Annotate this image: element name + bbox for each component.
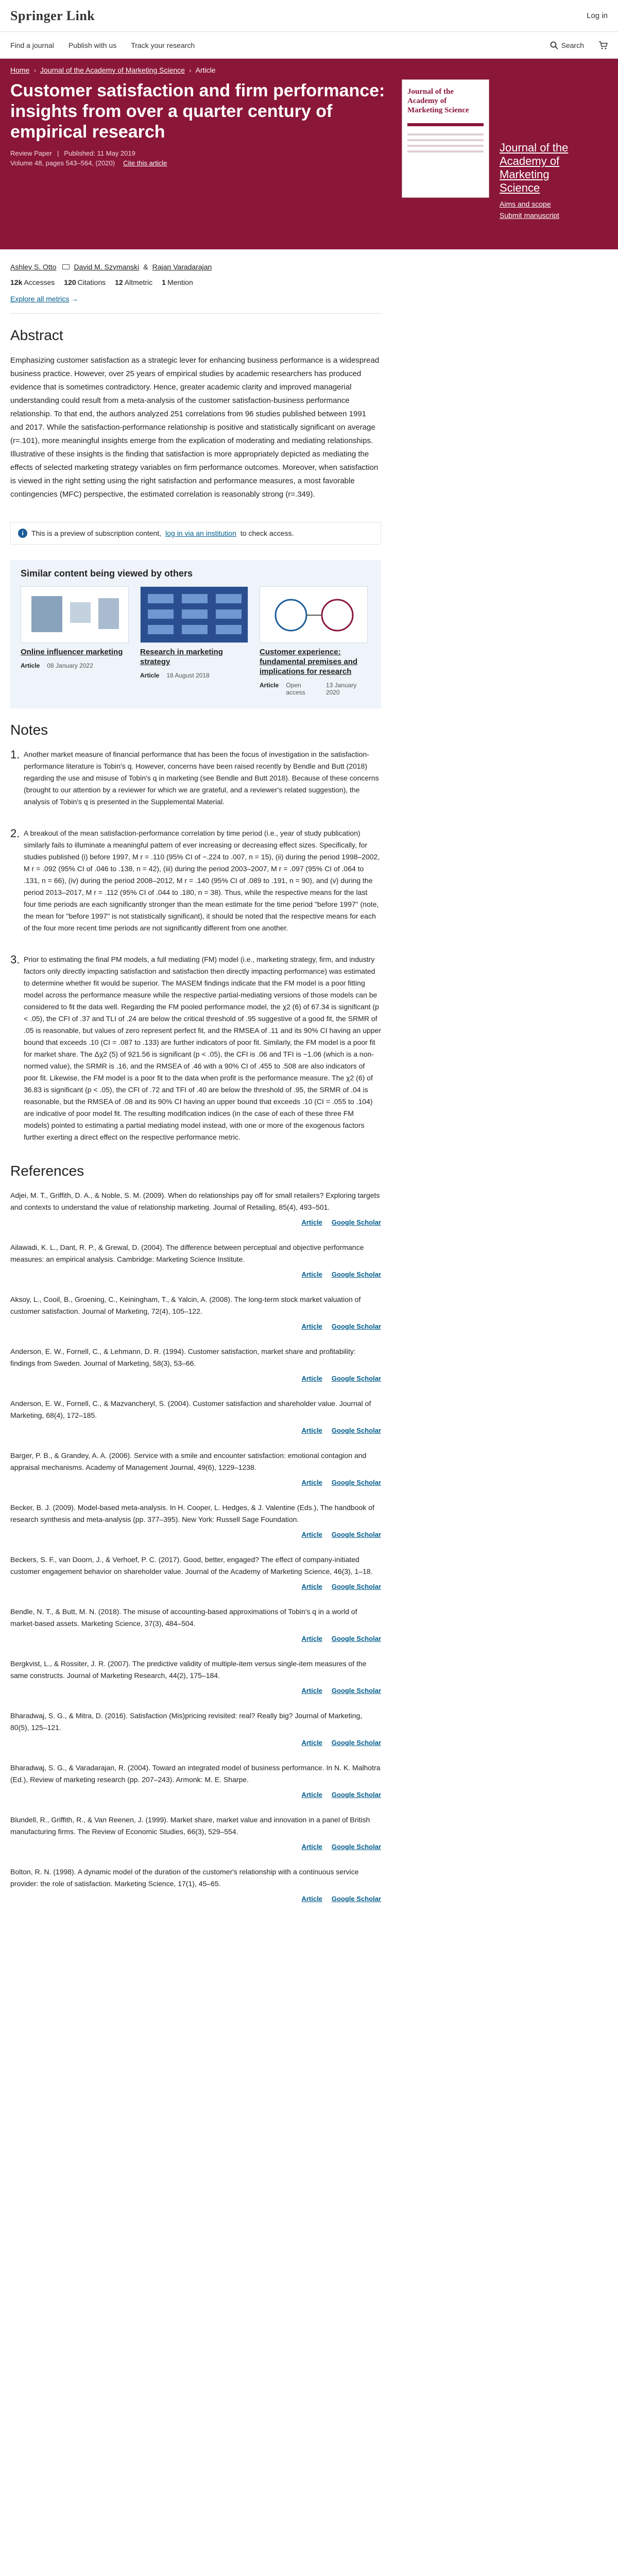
- reference-links: [10, 1218, 381, 1226]
- card-title[interactable]: Customer experience: fundamental premises and implications for research: [260, 648, 358, 676]
- reference-text: Blundell, R., Griffith, R., & Van Reenen, J. (1999). Market share, market value and innovation in a panel of British manufacturing firms. The Review of Economic Studies, 66(3), 529–554.: [10, 1816, 370, 1836]
- reference-text: Adjei, M. T., Griffith, D. A., & Noble, S. M. (2009). When do relationships pay off for small retailers? Exploring targets and contexts to understand the value of relationship marketing. Journal of Retailing, 85(4), 493–501.: [10, 1191, 380, 1211]
- reference-article-link[interactable]: Article: [301, 1218, 322, 1226]
- card-meta: Article 18 August 2018: [140, 672, 210, 679]
- metric-accesses: 12k Accesses: [10, 278, 55, 286]
- references-heading: References: [10, 1163, 84, 1179]
- reference-item: [10, 1346, 381, 1382]
- notes-section: [10, 722, 381, 1143]
- login-link[interactable]: Log in: [587, 11, 608, 20]
- reference-links: [10, 1323, 381, 1330]
- article-type: Review Paper: [10, 149, 52, 157]
- access-notice: [10, 522, 381, 545]
- breadcrumb-separator: ›: [33, 66, 37, 74]
- reference-links: [10, 1739, 381, 1747]
- note-item: [10, 827, 381, 934]
- note-number: 2.: [10, 827, 20, 840]
- reference-links: [10, 1531, 381, 1538]
- reference-text: Beckers, S. F., van Doorn, J., & Verhoef, P. C. (2017). Good, better, engaged? The effect of company-initiated customer engagement behavior on shareholder value. Journal of the Academy of Marketing Science, 46(3), 1–18.: [10, 1555, 373, 1575]
- similar-heading: Similar content being viewed by others: [21, 568, 193, 579]
- journal-cover-title: Journal of the Academy of Marketing Science: [407, 88, 469, 114]
- similar-card[interactable]: [260, 586, 368, 696]
- card-thumbnail: [260, 586, 368, 643]
- note-number: 1.: [10, 748, 20, 761]
- article-metrics: [10, 278, 381, 286]
- reference-article-link[interactable]: Article: [301, 1531, 322, 1538]
- reference-links: [10, 1687, 381, 1694]
- reference-text: Bendle, N. T., & Butt, M. N. (2018). The misuse of accounting-based approximations of Tobin's q in a world of market-based assets. Marketing Science, 37(3), 484–504.: [10, 1607, 357, 1628]
- top-bar: [0, 0, 618, 32]
- note-item: [10, 954, 381, 1143]
- diagram-illustration: [260, 587, 368, 643]
- reference-item: [10, 1294, 381, 1330]
- reference-item: [10, 1398, 381, 1434]
- reference-text: Bharadwaj, S. G., & Mitra, D. (2016). Satisfaction (Mis)pricing revisited: real? Really big? Journal of Marketing, 80(5), 125–121.: [10, 1711, 363, 1732]
- cite-article-link[interactable]: Cite this article: [123, 159, 167, 167]
- cart-button[interactable]: [598, 41, 608, 49]
- reference-article-link[interactable]: Article: [301, 1375, 322, 1382]
- reference-links: [10, 1375, 381, 1382]
- reference-text: Bergkvist, L., & Rossiter, J. R. (2007). The predictive validity of multiple-item versus single-item measures of the same constructs. Journal of Marketing Research, 44(2), 175–184.: [10, 1659, 367, 1680]
- card-thumbnail: [140, 586, 248, 643]
- reference-item: [10, 1554, 381, 1590]
- grid-illustration: [141, 587, 248, 643]
- reference-article-link[interactable]: Article: [301, 1895, 322, 1903]
- reference-links: [10, 1635, 381, 1642]
- reference-item: [10, 1606, 381, 1642]
- google-scholar-link[interactable]: Google Scholar: [331, 1895, 381, 1903]
- note-item: [10, 749, 381, 808]
- reference-text: Aksoy, L., Cooil, B., Groening, C., Keiningham, T., & Yalcin, A. (2008). The long-term stock market valuation of customer satisfaction. Journal of Marketing, 72(4), 105–122.: [10, 1295, 361, 1315]
- google-scholar-link[interactable]: Google Scholar: [331, 1479, 381, 1486]
- reference-text: Anderson, E. W., Fornell, C., & Lehmann, D. R. (1994). Customer satisfaction, market share and profitability: findings from Sweden. Journal of Marketing, 58(3), 53–66.: [10, 1347, 356, 1367]
- author-list: [10, 263, 381, 271]
- reference-links: [10, 1843, 381, 1851]
- card-thumbnail: [21, 586, 129, 643]
- card-title[interactable]: Research in marketing strategy: [140, 648, 223, 666]
- explore-metrics: [10, 295, 381, 303]
- google-scholar-link[interactable]: Google Scholar: [331, 1739, 381, 1747]
- author-link[interactable]: Ashley S. Otto: [10, 263, 57, 271]
- institution-login-link[interactable]: log in via an institution: [165, 529, 236, 537]
- card-meta: Article Open access 13 January 2020: [260, 682, 357, 696]
- journal-box: [402, 79, 587, 219]
- reference-item: [10, 1814, 381, 1851]
- reference-article-link[interactable]: Article: [301, 1843, 322, 1851]
- google-scholar-link[interactable]: Google Scholar: [331, 1375, 381, 1382]
- reference-item: [10, 1190, 381, 1226]
- reference-links: [10, 1895, 381, 1903]
- author-link[interactable]: Rajan Varadarajan: [152, 263, 212, 271]
- google-scholar-link[interactable]: Google Scholar: [331, 1427, 381, 1434]
- cover-lines: [407, 133, 484, 152]
- reference-links: [10, 1583, 381, 1590]
- reference-links: [10, 1479, 381, 1486]
- abstract-heading: Abstract: [10, 327, 63, 343]
- reference-item: [10, 1658, 381, 1694]
- reference-text: Barger, P. B., & Grandey, A. A. (2006). Service with a smile and encounter satisfaction: emotional contagion and appraisal mechanisms. Academy of Management Journal, 49(6), 1229–1238.: [10, 1451, 367, 1471]
- search-button[interactable]: [550, 41, 584, 49]
- reference-item: [10, 1502, 381, 1538]
- note-text: A breakout of the mean satisfaction-performance correlation by time period (i.e., year of study publication) similarly fails to illuminate a meaningful pattern of ever increasing or decreasing effect sizes. Specifically, for studies published (i) before 1997, M r = .110 (95% CI of −.224 to .007, n = 15), (ii) during the period 1998–2002, M r = .092 (95% CI of .046 to .138, n = 42), (iii) during the period 2003–2007, M r = .097 (95% CI of .064 to .131, n = 66), (iv) during the period 2008–2012, M r = .140 (95% CI of .089 to .191, n = 90), and (v) during the period 2013–2017, M r = .112 (95% CI of .044 to .180, n = 38). Thus, while the respective means for the last four time periods are each significantly stronger than the mean estimate for the time period "before 1997" (note, the mean for "before 1997" is not statistically significant), it should be noted that the respective means for each of the four more recent time periods are not significantly different from one another.: [24, 829, 380, 932]
- abstract-section: [10, 327, 381, 501]
- reference-links: [10, 1427, 381, 1434]
- reference-article-link[interactable]: Article: [301, 1427, 322, 1434]
- note-number: 3.: [10, 953, 20, 966]
- card-title[interactable]: Online influencer marketing: [21, 648, 123, 656]
- reference-links: [10, 1791, 381, 1799]
- nav-publish[interactable]: Publish with us: [68, 41, 117, 49]
- reference-article-link[interactable]: Article: [301, 1479, 322, 1486]
- springer-link-logo[interactable]: Springer Link: [10, 8, 95, 23]
- google-scholar-link[interactable]: Google Scholar: [331, 1270, 381, 1278]
- article-hero: [0, 59, 618, 249]
- breadcrumb-article: Article: [195, 66, 216, 74]
- google-scholar-link[interactable]: Google Scholar: [331, 1531, 381, 1538]
- journal-links: [500, 200, 587, 219]
- search-icon: [550, 41, 558, 49]
- nav-find-journal[interactable]: Find a journal: [10, 41, 54, 49]
- access-text-post: to check access.: [240, 529, 294, 537]
- cover-decoration: [407, 123, 484, 126]
- reference-article-link[interactable]: Article: [301, 1270, 322, 1278]
- reference-article-link[interactable]: Article: [301, 1583, 322, 1590]
- info-icon: i: [18, 529, 27, 538]
- mail-icon[interactable]: [62, 264, 70, 269]
- similar-card[interactable]: [140, 586, 248, 696]
- reference-item: [10, 1710, 381, 1747]
- separator: &: [143, 263, 148, 271]
- reference-item: [10, 1866, 381, 1903]
- article-content: [0, 263, 391, 1903]
- aims-scope-link[interactable]: Aims and scope: [500, 200, 551, 208]
- similar-content: [10, 560, 381, 708]
- nav-track-research[interactable]: Track your research: [131, 41, 195, 49]
- metric-mentions: 1 Mention: [162, 278, 193, 286]
- reference-item: [10, 1450, 381, 1486]
- reference-text: Becker, B. J. (2009). Model-based meta-analysis. In H. Cooper, L. Hedges, & J. Valentine (Eds.), The handbook of research synthesis and meta-analysis (pp. 377–395). New York: Russell Sage Foundation.: [10, 1503, 374, 1523]
- google-scholar-link[interactable]: Google Scholar: [331, 1687, 381, 1694]
- reference-text: Bharadwaj, S. G., & Varadarajan, R. (2004). Toward an integrated model of business performance. In N. K. Malhotra (Ed.), Review of marketing research (pp. 207–243). Armonk: M. E. Sharpe.: [10, 1764, 381, 1784]
- meta-separator: |: [57, 149, 59, 157]
- article-volume: Volume 48, pages 543–564, (2020): [10, 159, 115, 167]
- reference-item: [10, 1762, 381, 1799]
- submit-manuscript-link[interactable]: Submit manuscript: [500, 211, 559, 219]
- author-link[interactable]: David M. Szymanski: [74, 263, 140, 271]
- google-scholar-link[interactable]: Google Scholar: [331, 1583, 381, 1590]
- article-title: Customer satisfaction and firm performance: insights from over a quarter century of empirical research: [10, 81, 385, 142]
- divider: [10, 313, 381, 314]
- reference-text: Ailawadi, K. L., Dant, R. P., & Grewal, D. (2004). The difference between perceptual and objective performance measures: an empirical analysis. Cambridge: Marketing Science Institute.: [10, 1243, 364, 1263]
- notes-heading: Notes: [10, 722, 48, 738]
- metric-altmetric: 12 Altmetric: [115, 278, 153, 286]
- similar-card[interactable]: [21, 586, 129, 696]
- breadcrumb-journal[interactable]: Journal of the Academy of Marketing Science: [40, 66, 185, 74]
- google-scholar-link[interactable]: Google Scholar: [331, 1218, 381, 1226]
- reference-links: [10, 1270, 381, 1278]
- references-section: [10, 1163, 381, 1903]
- reference-article-link[interactable]: Article: [301, 1687, 322, 1694]
- search-label: Search: [561, 41, 584, 49]
- reference-list: [10, 1190, 381, 1903]
- journal-cover[interactable]: [402, 79, 489, 198]
- journal-name-link[interactable]: Journal of the Academy of Marketing Science: [500, 141, 569, 194]
- breadcrumb-home[interactable]: Home: [10, 66, 30, 74]
- published-date: Published: 11 May 2019: [64, 149, 135, 157]
- reference-article-link[interactable]: Article: [301, 1635, 322, 1642]
- access-text-pre: This is a preview of subscription content,: [31, 529, 162, 537]
- cart-icon: [598, 41, 608, 49]
- reference-article-link[interactable]: Article: [301, 1739, 322, 1747]
- google-scholar-link[interactable]: Google Scholar: [331, 1791, 381, 1799]
- note-text: Prior to estimating the final PM models, a full mediating (FM) model (i.e., marketing strategy, firm, and industry factors only directly impacting satisfaction and satisfaction then directly impacting performance) was estimated to determine whether fit would be superior. The MASEM findings indicate that the FM model is a poor fitting model across the performance measure while the respective partial-mediating versions of those models can be considered to fit the data well. Regarding the FM pooled performance model, the χ2 (6) of 67.34 is significant (p < .05), the CFI of .37 and TLI of .24 are below the critical threshold of .95 suggestive of a good fit, the SRMR of .05 is reasonable, but values of zero represent perfect fit, and the RMSEA of .11 and its 90% CI having an upper bound that exceeds .10 (CI = .087 to .133) are further indicators of poor fit. Similarly, the FM model is a poor fit for market share. The Δχ2 (5) of 921.56 is significant (p < .05), the CFI is .06 and TFI is −1.06 (which is a non-normed value), the SRMR is .16, and the RMSEA of .46 with a 90% CI of .455 to .508 are also indicators of poor fit. Likewise, the FM model is a poor fit to the data when profit is the performance measure. The χ2 (6) of 36.83 is significant (p < .05), the CFI of .72 and TFI of .40 are below the threshold of .95, the SRMR of .04 is reasonable, but the RMSEA of .08 and its 90% CI having an upper bound that exceeds .10 (CI = .055 to .104) are indicative of poor model fit. The resulting modification indices (in the case of each of these three FM models) pointed to estimating a partial mediating model instead, with one or more of the exogenous factors further exerting a direct effect on the respective performance metric.: [24, 955, 381, 1141]
- arrow-right-icon: →: [71, 295, 79, 303]
- reference-item: [10, 1242, 381, 1278]
- reference-text: Anderson, E. W., Fornell, C., & Mazvancheryl, S. (2004). Customer satisfaction and shareholder value. Journal of Marketing, 68(4), 172–185.: [10, 1399, 371, 1419]
- google-scholar-link[interactable]: Google Scholar: [331, 1323, 381, 1330]
- card-meta: Article 08 January 2022: [21, 662, 93, 669]
- abstract-text: Emphasizing customer satisfaction as a strategic lever for enhancing business performance is a widespread business practice. However, over 25 years of empirical studies by academic researchers has produced evidence that is sometimes contradictory. Hence, greater academic clarity and improved managerial understanding could result from a meta-analysis of the customer satisfaction-business performance relationship. To that end, the authors analyzed 251 correlations from 96 studies published between 1991 and 2017. While the satisfaction-performance relationship is positive and statistically significant on average (r=.101), more meaningful insights emerge from the explication of moderating and mediating relationships. Illustrative of these insights is the finding that satisfaction is more appropriately depicted as mediating the effects of selected marketing strategy variables on firm performance outcomes. Moreover, when satisfaction is viewed in the right setting using the right satisfaction and performance measures, a most favorable contingencies (MFC) perspective, the estimated correlation is reasonably strong (r=.349).: [10, 356, 380, 499]
- similar-cards: [21, 586, 371, 696]
- reference-article-link[interactable]: Article: [301, 1791, 322, 1799]
- reference-article-link[interactable]: Article: [301, 1323, 322, 1330]
- breadcrumb-separator: ›: [188, 66, 192, 74]
- note-text: Another market measure of financial performance that has been the focus of investigation in the satisfaction-performance literature is Tobin's q. However, concerns have been raised recently by Bendle and Butt (2018) regarding the use and misuse of Tobin's q in marketing (see Bendle and Butt 2018). Because of these concerns (brought to our attention by a reviewer for which we are grateful, and a reviewer's related suggestion), the analysis of Tobin's q is presented in the Supplemental Material.: [24, 750, 379, 806]
- reference-text: Bolton, R. N. (1998). A dynamic model of the duration of the customer's relationship with a continuous service provider: the role of satisfaction. Marketing Science, 17(1), 45–65.: [10, 1868, 359, 1888]
- google-scholar-link[interactable]: Google Scholar: [331, 1635, 381, 1642]
- breadcrumb: [10, 66, 608, 74]
- explore-metrics-link[interactable]: Explore all metrics: [10, 295, 70, 303]
- google-scholar-link[interactable]: Google Scholar: [331, 1843, 381, 1851]
- main-navigation: [0, 32, 618, 59]
- metric-citations: 120 Citations: [64, 278, 106, 286]
